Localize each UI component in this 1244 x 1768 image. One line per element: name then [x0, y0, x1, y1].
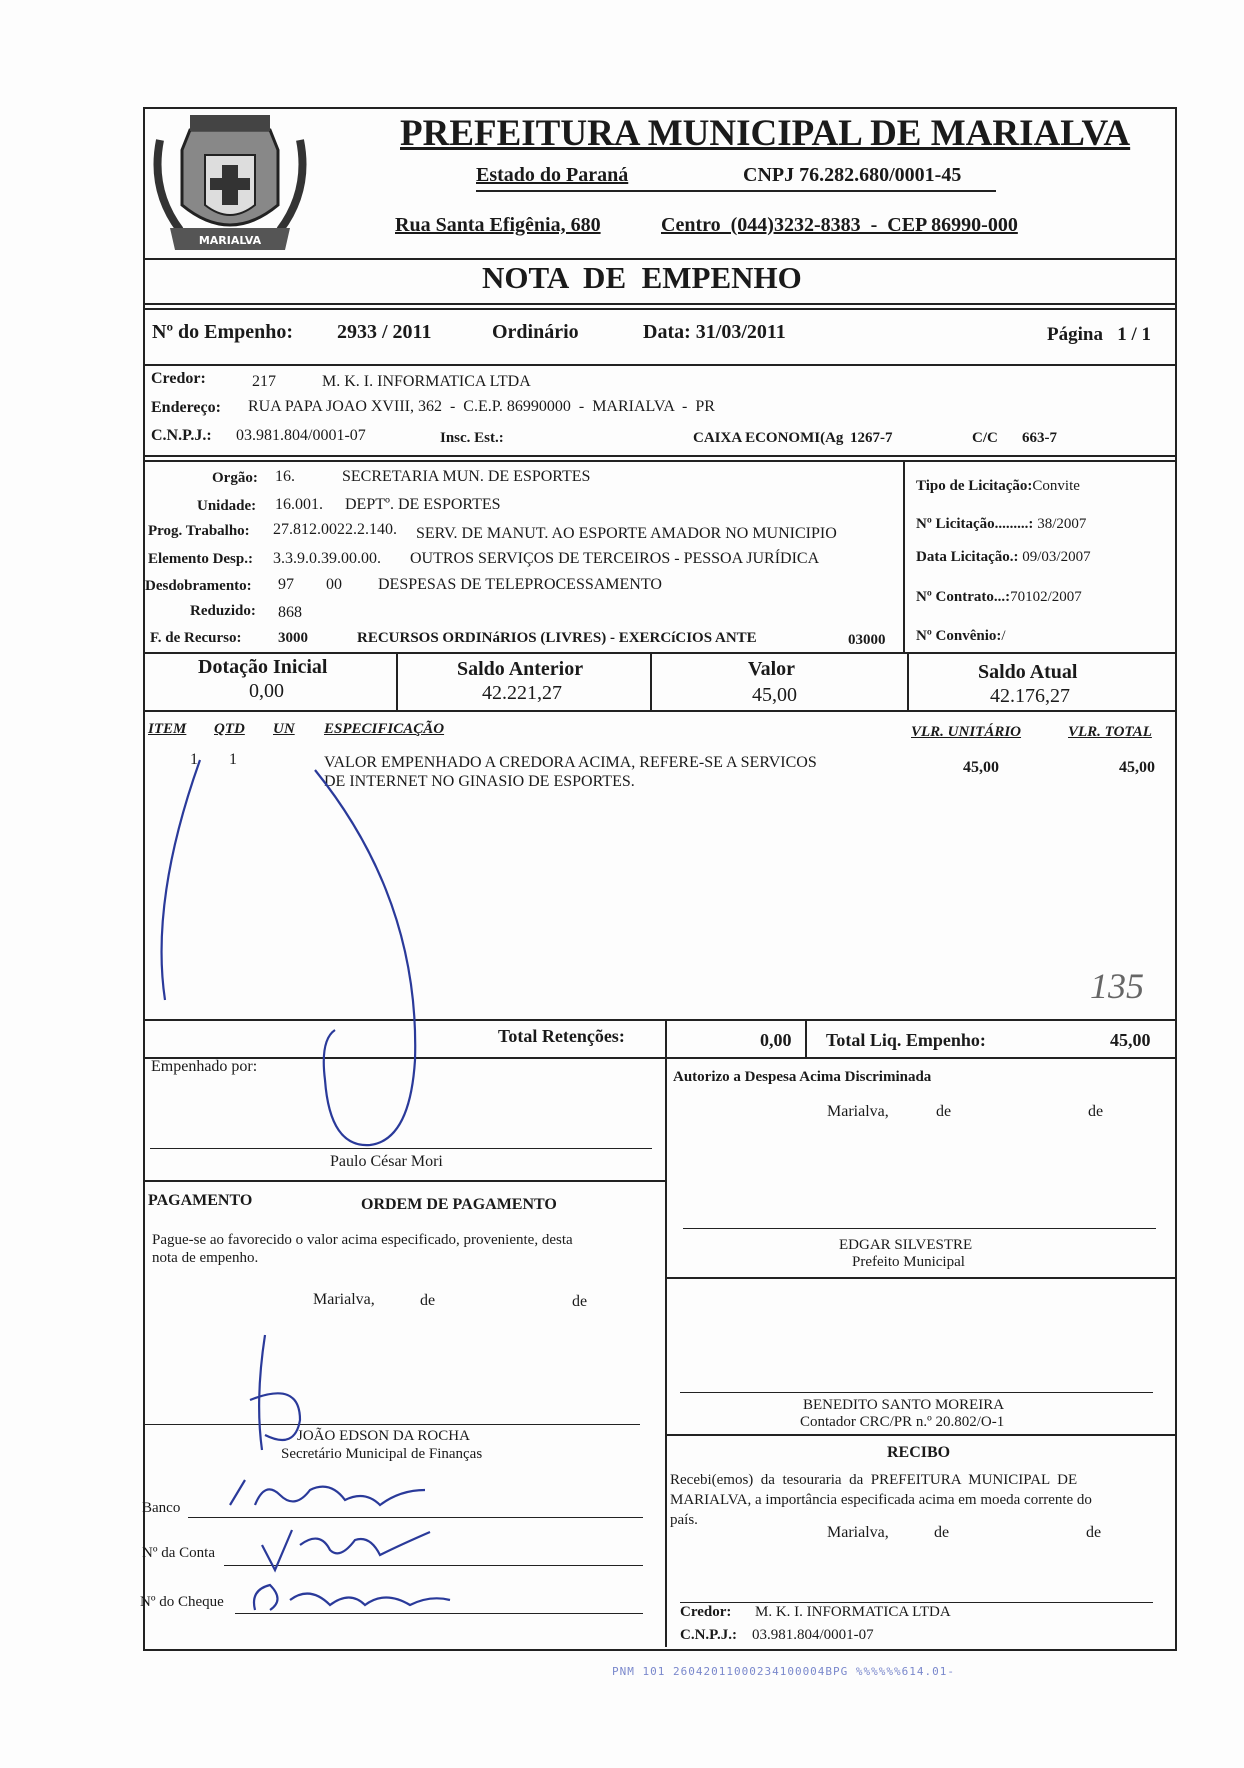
col-especificacao: ESPECIFICAÇÃO: [324, 721, 445, 737]
saldo-atual-label: Saldo Atual: [978, 661, 1078, 683]
saldo-anterior-label: Saldo Anterior: [457, 658, 584, 680]
contador-role: Contador CRC/PR n.º 20.802/O-1: [800, 1414, 1005, 1430]
cnpj-label: C.N.P.J.:: [151, 427, 212, 444]
municipality-title: PREFEITURA MUNICIPAL DE MARIALVA: [400, 113, 1131, 154]
credor-address: RUA PAPA JOAO XVIII, 362 - C.E.P. 86990000 - MARIALVA - PR: [248, 398, 715, 415]
coat-of-arms-logo: [150, 110, 310, 260]
fonte-label: F. de Recurso:: [150, 630, 242, 646]
pagamento-de2: de: [572, 1293, 588, 1310]
pagamento-text1: Pague-se ao favorecido o valor acima especificado, proveniente, desta: [152, 1232, 573, 1248]
logo-text: MARIALVA: [198, 234, 262, 247]
recibo-line2: MARIALVA, a importância especificada acima em moeda corrente do: [670, 1492, 1092, 1508]
col-vlr-total: VLR. TOTAL: [1068, 724, 1152, 740]
desdobramento-code2: 00: [326, 576, 342, 593]
pagamento-de1: de: [420, 1292, 436, 1309]
total-liquido-label: Total Liq. Empenho:: [826, 1030, 986, 1050]
fonte-code: 3000: [278, 630, 308, 646]
recibo-credor-label: Credor:: [680, 1604, 732, 1620]
credor-cnpj: 03.981.804/0001-07: [236, 427, 366, 444]
secretario-name: JOÃO EDSON DA ROCHA: [297, 1428, 470, 1444]
fonte-name: RECURSOS ORDINáRIOS (LIVRES) - EXERCíCIOS ANTE: [357, 630, 757, 646]
num-licitacao-label: Nº Licitação.........: 38/2007: [916, 516, 1087, 532]
recibo-line1: Recebi(emos) da tesouraria da PREFEITURA MUNICIPAL DE: [670, 1472, 1078, 1488]
desdobramento-name: DESPESAS DE TELEPROCESSAMENTO: [378, 576, 662, 593]
header-street: Rua Santa Efigênia, 680: [395, 214, 601, 236]
pagamento-label: PAGAMENTO: [148, 1192, 253, 1209]
col-qtd: QTD: [214, 721, 245, 737]
prog-label: Prog. Trabalho:: [148, 523, 250, 539]
autorizo-city: Marialva,: [827, 1103, 889, 1120]
col-item: ITEM: [148, 721, 187, 737]
pagamento-text2: nota de empenho.: [152, 1250, 259, 1266]
desdobramento-code1: 97: [278, 576, 294, 593]
saldo-anterior-value: 42.221,27: [482, 682, 562, 704]
unidade-label: Unidade:: [197, 498, 257, 514]
credor-name: M. K. I. INFORMATICA LTDA: [322, 373, 531, 390]
total-liquido-value: 45,00: [1110, 1030, 1151, 1050]
data-licitacao-label: Data Licitação.: 09/03/2007: [916, 549, 1091, 565]
orgao-name: SECRETARIA MUN. DE ESPORTES: [342, 468, 591, 485]
prefeito-name: EDGAR SILVESTRE: [839, 1237, 973, 1253]
cc-label: C/C: [972, 430, 998, 446]
recibo-credor-name: M. K. I. INFORMATICA LTDA: [755, 1604, 951, 1620]
document-title: NOTA DE EMPENHO: [482, 260, 802, 295]
valor-value: 45,00: [752, 684, 797, 706]
item-qtd: 1: [229, 751, 237, 768]
col-un: UN: [273, 721, 295, 737]
dotacao-value: 0,00: [249, 680, 284, 702]
dotacao-label: Dotação Inicial: [198, 656, 328, 678]
col-vlr-unitario: VLR. UNITÁRIO: [911, 724, 1022, 740]
empenho-label: Nº do Empenho:: [152, 321, 294, 343]
prog-name: SERV. DE MANUT. AO ESPORTE AMADOR NO MUNICIPIO: [416, 525, 837, 542]
credor-label: Credor:: [151, 370, 206, 387]
conta-label: Nº da Conta: [142, 1545, 215, 1561]
insc-label: Insc. Est.:: [440, 430, 504, 446]
convenio-label: Nº Convênio:/: [916, 628, 1006, 644]
footer-scan-code: PNM 101 26042011000234100004BPG %%%%%%614.01-: [612, 1665, 956, 1678]
item-desc-line2: DE INTERNET NO GINASIO DE ESPORTES.: [324, 773, 635, 790]
bank-agency: 1267-7: [850, 430, 893, 446]
unidade-name: DEPTº. DE ESPORTES: [345, 496, 501, 513]
page-number: Página 1 / 1: [1047, 324, 1151, 345]
reduzido-value: 868: [278, 604, 302, 621]
orgao-label: Orgão:: [212, 470, 258, 486]
reduzido-label: Reduzido:: [190, 603, 256, 619]
contrato-label: Nº Contrato...:70102/2007: [916, 589, 1082, 605]
prog-code: 27.812.0022.2.140.: [273, 521, 397, 538]
item-number: 1: [190, 751, 198, 768]
desdobramento-label: Desdobramento:: [145, 578, 252, 594]
autorizo-de2: de: [1088, 1103, 1104, 1120]
recibo-cnpj-label: C.N.P.J.:: [680, 1627, 737, 1643]
fonte-code2: 03000: [848, 632, 886, 648]
pagamento-city: Marialva,: [313, 1291, 375, 1308]
orgao-code: 16.: [275, 468, 295, 485]
banco-label: Banco: [142, 1500, 181, 1516]
recibo-de2: de: [1086, 1524, 1102, 1541]
state-name: Estado do Paraná: [476, 164, 629, 186]
cc-number: 663-7: [1022, 430, 1057, 446]
header-cnpj: CNPJ 76.282.680/0001-45: [743, 164, 962, 186]
elemento-code: 3.3.9.0.39.00.00.: [273, 550, 381, 567]
recibo-title: RECIBO: [887, 1444, 951, 1461]
unidade-code: 16.001.: [275, 496, 323, 513]
recibo-cnpj: 03.981.804/0001-07: [752, 1627, 874, 1643]
empenho-type: Ordinário: [492, 321, 579, 343]
recibo-line3: país.: [670, 1512, 698, 1528]
saldo-atual-value: 42.176,27: [990, 685, 1070, 707]
secretario-role: Secretário Municipal de Finanças: [281, 1446, 483, 1462]
total-retencoes-label: Total Retenções:: [498, 1026, 625, 1046]
contador-name: BENEDITO SANTO MOREIRA: [803, 1397, 1005, 1413]
empenho-date: Data: 31/03/2011: [643, 321, 786, 343]
item-vlr-total: 45,00: [1119, 759, 1155, 776]
ordem-pagamento-title: ORDEM DE PAGAMENTO: [361, 1196, 557, 1213]
item-vlr-unitario: 45,00: [963, 759, 999, 776]
total-retencoes-value: 0,00: [760, 1030, 792, 1050]
handwritten-page-number: 135: [1090, 966, 1144, 1006]
autorizo-de1: de: [936, 1103, 952, 1120]
credor-code: 217: [252, 373, 276, 390]
item-desc-line1: VALOR EMPENHADO A CREDORA ACIMA, REFERE-SE A SERVICOS: [324, 754, 817, 771]
valor-label: Valor: [748, 658, 796, 680]
recibo-de1: de: [934, 1524, 950, 1541]
recibo-city: Marialva,: [827, 1524, 889, 1541]
address-label: Endereço:: [151, 399, 221, 416]
cheque-label: Nº do Cheque: [140, 1594, 224, 1610]
autorizo-text: Autorizo a Despesa Acima Discriminada: [673, 1069, 932, 1085]
elemento-label: Elemento Desp.:: [148, 551, 253, 567]
header-address: Centro (044)3232-8383 - CEP 86990-000: [661, 214, 1018, 236]
bank-name: CAIXA ECONOMI(Ag: [693, 430, 844, 446]
tipo-licitacao-label: Tipo de Licitação:Convite: [916, 478, 1080, 494]
empenho-number: 2933 / 2011: [337, 321, 432, 343]
elemento-name: OUTROS SERVIÇOS DE TERCEIROS - PESSOA JURÍDICA: [410, 550, 820, 567]
empenhado-label: Empenhado por:: [151, 1058, 258, 1075]
empenhado-name: Paulo César Mori: [330, 1153, 443, 1170]
prefeito-role: Prefeito Municipal: [852, 1254, 965, 1270]
